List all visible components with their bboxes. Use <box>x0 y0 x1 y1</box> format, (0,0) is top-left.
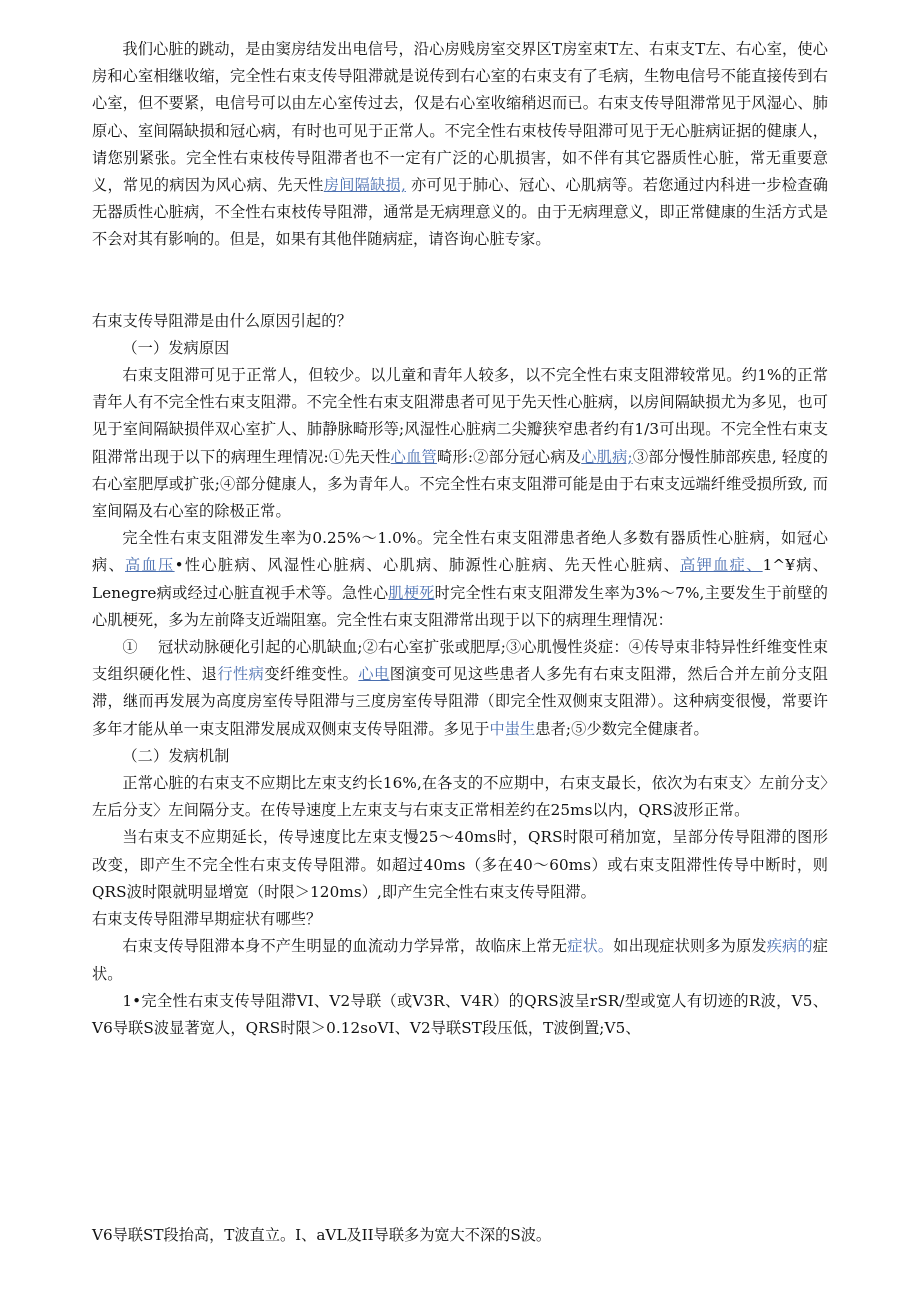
paragraph-refractory: 正常心脏的右束支不应期比左束支约长16%,在各支的不应期中，右束支最长，依次为右束支〉左前分支〉左后分支〉左间隔分支。在传导速度上左束支与右束支正常相差约在25ms以内，QRS波形正常。 <box>92 774 828 820</box>
document-body <box>92 36 828 1042</box>
link-elderly[interactable]: 中蚩生 <box>489 719 536 738</box>
link-degenerative[interactable]: 行性病 <box>217 665 265 684</box>
link-hypertension[interactable]: 高血压 <box>125 556 175 575</box>
heading-mechanism: （二）发病机制 <box>122 746 230 765</box>
paragraph-incomplete-rbbb: 右束支阻滞可见于正常人，但较少。以儿童和青年人较多，以不完全性右束支阻滞较常见。约1%的正常青年人有不完全性右束支阻滞。不完全性右束支阻滞患者可见于先天性心脏病，以房间隔缺损尤为多见，也可见于室间隔缺损伴双心室扩人、肺静脉畸形等;风湿性心脏病二尖瓣狭窄患者约有1/3可出现。不完全性右束支阻滞常出现于以下的病理生理情况:①先天性心血管畸形:②部分冠心病及心肌病;③部分慢性肺部疾患, 轻度的右心室肥厚或扩张;④部分健康人，多为青年人。不完全性右束支阻滞可能是由于右束支远端纤维受损所致, 而室间隔及右心室的除极正常。 <box>92 366 828 521</box>
link-cardiomyopathy[interactable]: 心肌病; <box>581 447 633 466</box>
question-causes: 右束支传导阻滞是由什么原因引起的？ <box>92 311 352 330</box>
paragraph-symptoms: 右束支传导阻滞本身不产生明显的血流动力学异常，故临床上常无症状。如出现症状则多为原发疾病的症状。 <box>92 937 829 983</box>
paragraph-conduction: 当右束支不应期延长，传导速度比左束支慢25～40ms时，QRS时限可稍加宽，呈部分传导阻滞的图形改变，即产生不完全性右束支传导阻滞。如超过40ms（多在40～60ms）或右束支阻滞性传导中断时，则QRS波时限就明显增宽（时限＞120ms）,即产生完全性右束支传导阻滞。 <box>92 828 828 901</box>
link-disease[interactable]: 疾病的 <box>766 937 813 956</box>
paragraph-ecg-criteria-continued: V6导联ST段抬高，T波直立。I、aVL及II导联多为宽大不深的S波。 <box>92 1226 552 1244</box>
link-atrial-septal-defect[interactable]: 房间隔缺损, <box>323 176 406 195</box>
paragraph-ecg-criteria: 1•完全性右束支传导阻滞VI、V2导联（或V3R、V4R）的QRS波呈rSR/型或宽人有切迹的R波，V5、V6导联S波显著宽人，QRS时限＞0.12soVI、V2导联ST段压低，T波倒置;V5、 <box>92 991 828 1037</box>
intro-paragraph: 我们心脏的跳动，是由窦房结发出电信号，沿心房贱房室交界区T房室束T左、右束支T左、右心室，使心房和心室相继收缩，完全性右束支传导阻滞就是说传到右心室的右束支有了毛病，生物电信号不能直接传到右心室，但不要紧，电信号可以由左心室传过去，仅是右心室收缩稍迟而已。右束支传导阻滞常见于风湿心、肺原心、室间隔缺损和冠心病，有时也可见于正常人。不完全性右束枝传导阻滞可见于无心脏病证据的健康人，请您别紧张。完全性右束枝传导阻滞者也不一定有广泛的心肌损害，如不伴有其它器质性心脏，常无重要意义，常见的病因为风心病、先天性房间隔缺损, 亦可见于肺心、冠心、心肌病等。若您通过内科进一步检查确无器质性心脏病，不全性右束枝传导阻滞，通常是无病理意义的。由于无病理意义，即正常健康的生活方式是不会对其有影响的。但是，如果有其他伴随病症，请咨询心脏专家。 <box>92 40 828 249</box>
link-cardiovascular[interactable]: 心血管 <box>390 447 437 466</box>
question-symptoms: 右束支传导阻滞早期症状有哪些？ <box>92 910 322 929</box>
link-hyperkalemia[interactable]: 高钾血症、 <box>680 556 763 575</box>
paragraph-complete-rbbb: 完全性右束支阻滞发生率为0.25%～1.0%。完全性右束支阻滞患者绝人多数有器质性心脏病，如冠心病、高血压•性心脏病、风湿性心脏病、心肌病、肺源性心脏病、先天性心脏病、高钾血症、1^¥病、Lenegre病或经过心脏直视手术等。急性心肌梗死时完全性右束支阻滞发生率为3%～7%,主要发生于前壁的心肌梗死，多为左前降支近端阻塞。完全性右束支阻滞常出现于以下的病理生理情况： <box>92 529 829 629</box>
heading-causes: （一）发病原因 <box>122 338 230 357</box>
paragraph-pathology-list: ① 冠状动脉硬化引起的心肌缺血;②右心室扩张或肥厚;③心肌慢性炎症：④传导束非特异性纤维变性束支组织硬化性、退行性病变纤维变性。心电图演变可见这些患者人多先有右束支阻滞，然后合并左前分支阻滞，继而再发展为高度房室传导阻滞与三度房室传导阻滞（即完全性双侧束支阻滞）。这种病变很慢，常要许多年才能从单一束支阻滞发展成双侧束支传导阻滞。多见于中蚩生患者;⑤少数完全健康者。 <box>92 638 828 738</box>
link-infarction[interactable]: 肌梗死 <box>388 583 435 602</box>
link-symptoms[interactable]: 症状。 <box>567 937 614 956</box>
link-ecg[interactable]: 心电 <box>358 665 390 684</box>
